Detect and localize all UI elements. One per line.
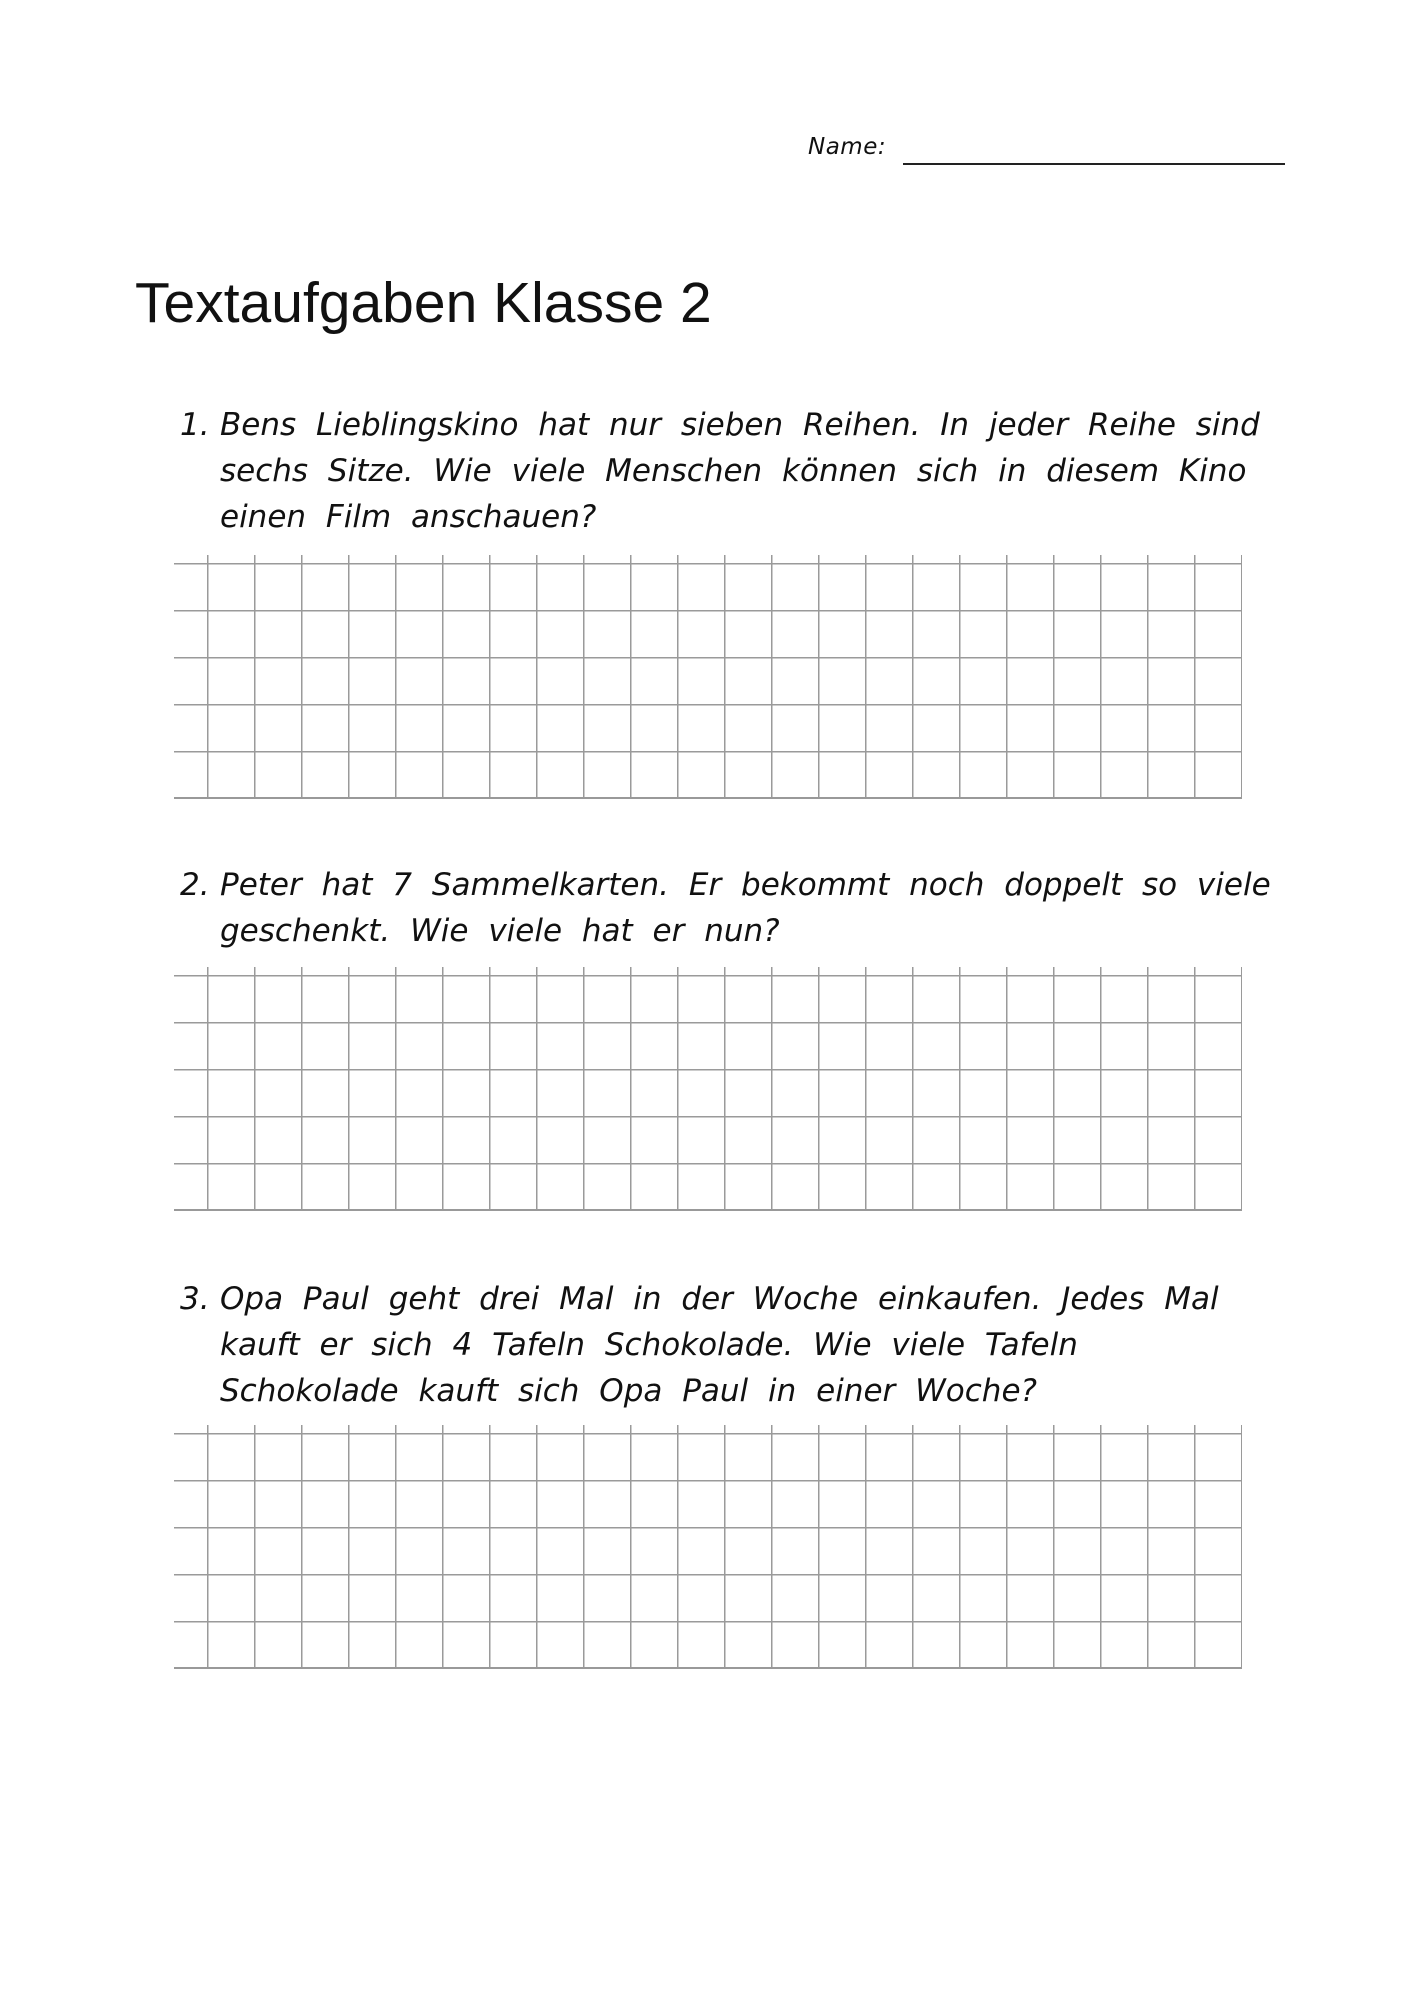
task-text-line: geschenkt. Wie viele hat er nun? [220,913,780,949]
answer-grid-1[interactable] [174,555,1242,799]
name-field [808,134,1288,174]
task-number: 1. [180,407,210,443]
answer-grid-2[interactable] [174,967,1242,1211]
task-text-line: Opa Paul geht drei Mal in der Woche einkaufen. Jedes Mal [220,1281,1219,1317]
page-title: Textaufgaben Klasse 2 [135,271,712,335]
name-write-line[interactable] [903,163,1285,165]
task-text-line: kauft er sich 4 Tafeln Schokolade. Wie viele Tafeln [220,1327,1078,1363]
task-number: 3. [180,1281,210,1317]
task-text-line: einen Film anschauen? [220,499,597,535]
task-text [220,862,1275,954]
task-text [220,402,1275,540]
answer-grid-3[interactable] [174,1425,1242,1669]
task-text-line: sechs Sitze. Wie viele Menschen können sich in diesem Kino [220,453,1247,489]
task-text-line: Schokolade kauft sich Opa Paul in einer Woche? [220,1373,1037,1409]
task-text [220,1276,1275,1414]
task-text-line: Bens Lieblingskino hat nur sieben Reihen. In jeder Reihe sind [220,407,1260,443]
task-number: 2. [180,867,210,903]
name-label: Name: [808,134,887,160]
task-text-line: Peter hat 7 Sammelkarten. Er bekommt noch doppelt so viele [220,867,1271,903]
